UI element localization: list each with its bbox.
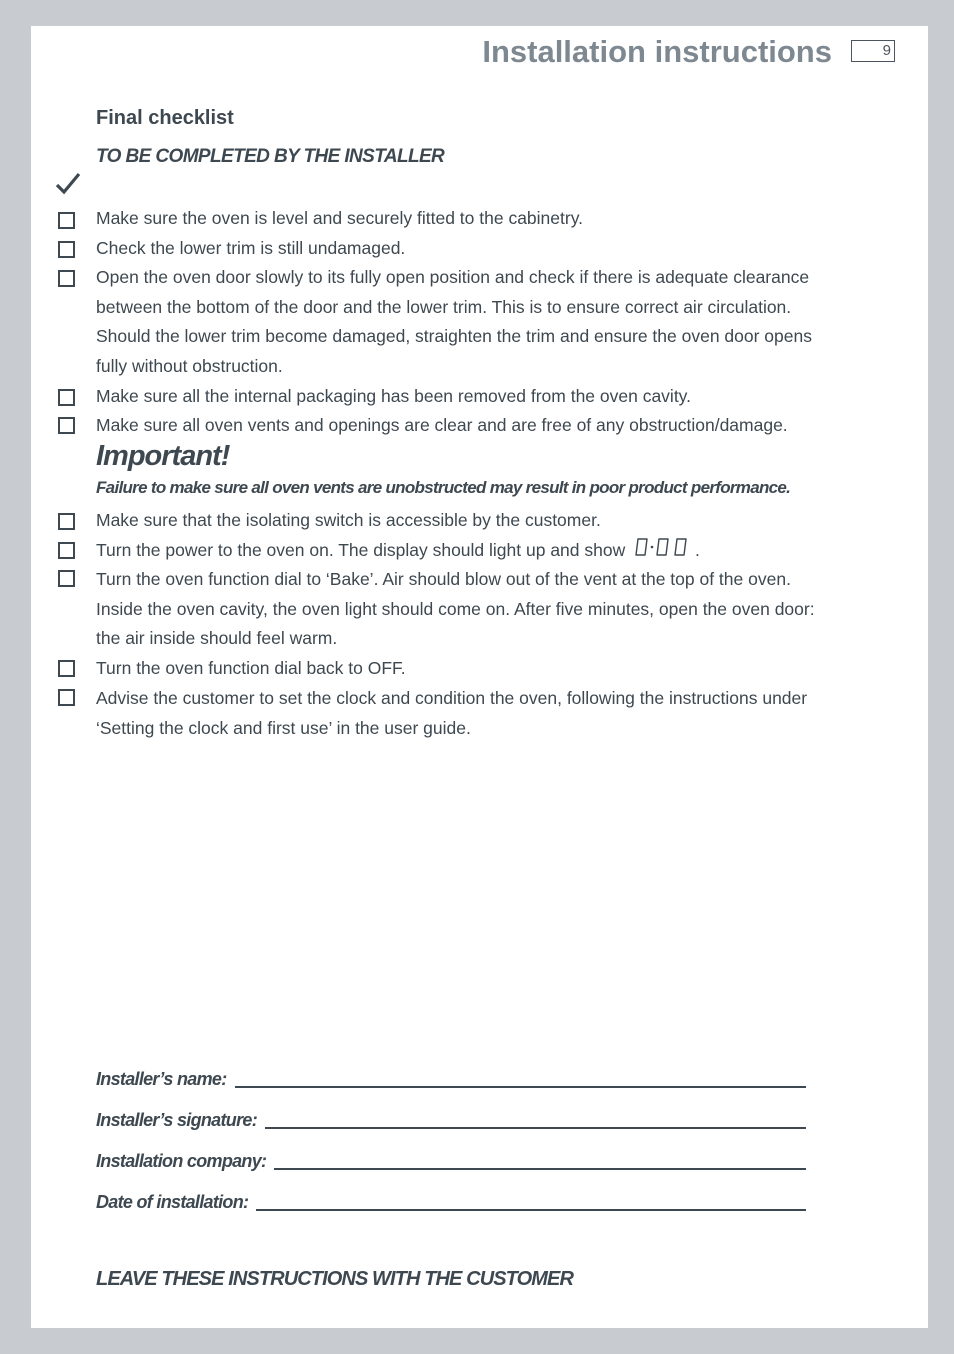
checklist-item-line: Turn the oven function dial to ‘Bake’. Air should blow out of the vent at the top of the oven. (96, 569, 791, 589)
date-of-installation-field[interactable] (96, 1187, 806, 1213)
checklist-item-line: Should the lower trim become damaged, straighten the trim and ensure the oven door opens (96, 326, 812, 347)
installer-signature-label: Installer’s signature: (96, 1110, 257, 1130)
checklist-item (96, 204, 896, 234)
checklist-item-text: Turn the power to the oven on. The display should light up and show (96, 540, 626, 560)
checkbox-square-icon[interactable] (58, 689, 75, 706)
checklist-item-line: Advise the customer to set the clock and condition the oven, following the instructions under (96, 688, 808, 708)
important-heading: Important! (96, 440, 230, 472)
footer-note: LEAVE THESE INSTRUCTIONS WITH THE CUSTOMER (96, 1268, 574, 1290)
checklist-item (96, 565, 896, 654)
checklist-item-line: ‘Setting the clock and first use’ in the user guide. (96, 717, 471, 738)
checklist-item-line: fully without obstruction. (96, 356, 283, 377)
checklist-item-line: Check the lower trim is still undamaged. (96, 238, 406, 258)
page-title: Installation instructions (482, 34, 832, 69)
checkbox-square-icon[interactable] (58, 241, 75, 258)
checklist-item-line: Make sure all the internal packaging has been removed from the oven cavity. (96, 386, 691, 406)
installation-company-label: Installation company: (96, 1151, 267, 1171)
checklist-item (96, 411, 896, 441)
installation-company-line[interactable] (274, 1168, 806, 1170)
checklist-item-line: Open the oven door slowly to its fully open position and check if there is adequate clearance (96, 267, 810, 287)
page (31, 26, 928, 1328)
checklist-item (96, 382, 896, 412)
oven-display-readout (634, 537, 690, 567)
display-value: 0:00 (634, 536, 637, 538)
checkbox-square-icon[interactable] (58, 660, 75, 677)
date-of-installation-label: Date of installation: (96, 1192, 249, 1212)
checklist-item-line: Turn the oven function dial back to OFF. (96, 658, 406, 678)
checkbox-square-icon[interactable] (58, 212, 75, 229)
installer-signature-field[interactable] (96, 1105, 806, 1131)
checklist-item (96, 263, 896, 382)
section-subtitle: TO BE COMPLETED BY THE INSTALLER (96, 146, 445, 167)
installer-name-label: Installer’s name: (96, 1069, 227, 1089)
checklist-item-line: Inside the oven cavity, the oven light should come on. After five minutes, open the oven door: (96, 598, 815, 619)
seven-segment-display-icon (634, 537, 690, 557)
page-number: 9 (851, 40, 895, 62)
checklist-item (96, 536, 896, 566)
checklist-item-suffix: . (694, 540, 700, 560)
checkmark-icon (54, 170, 82, 198)
checkbox-square-icon[interactable] (58, 417, 75, 434)
checklist-item-line: Make sure all oven vents and openings are clear and are free of any obstruction/damage. (96, 415, 788, 435)
installer-signature-line[interactable] (265, 1127, 806, 1129)
checklist-item-line: Make sure the oven is level and securely fitted to the cabinetry. (96, 208, 584, 228)
checklist-item-line: between the bottom of the door and the lower trim. This is to ensure correct air circulation. (96, 296, 792, 317)
checklist-item (96, 506, 896, 536)
section-title: Final checklist (96, 107, 234, 129)
checkbox-square-icon[interactable] (58, 270, 75, 287)
checkbox-square-icon[interactable] (58, 570, 75, 587)
checkbox-square-icon[interactable] (58, 542, 75, 559)
checkbox-square-icon[interactable] (58, 389, 75, 406)
checklist-item-line: the air inside should feel warm. (96, 628, 338, 649)
important-text: Failure to make sure all oven vents are unobstructed may result in poor product performance. (96, 478, 791, 497)
checklist-item (96, 654, 896, 684)
checklist-item-line (96, 536, 896, 566)
checklist-item (96, 684, 896, 743)
checklist-item (96, 234, 896, 264)
installer-name-line[interactable] (235, 1086, 806, 1088)
installation-company-field[interactable] (96, 1146, 806, 1172)
installer-name-field[interactable] (96, 1064, 806, 1090)
checklist-item-line: Make sure that the isolating switch is accessible by the customer. (96, 510, 601, 530)
checkbox-square-icon[interactable] (58, 513, 75, 530)
date-of-installation-line[interactable] (256, 1209, 806, 1211)
